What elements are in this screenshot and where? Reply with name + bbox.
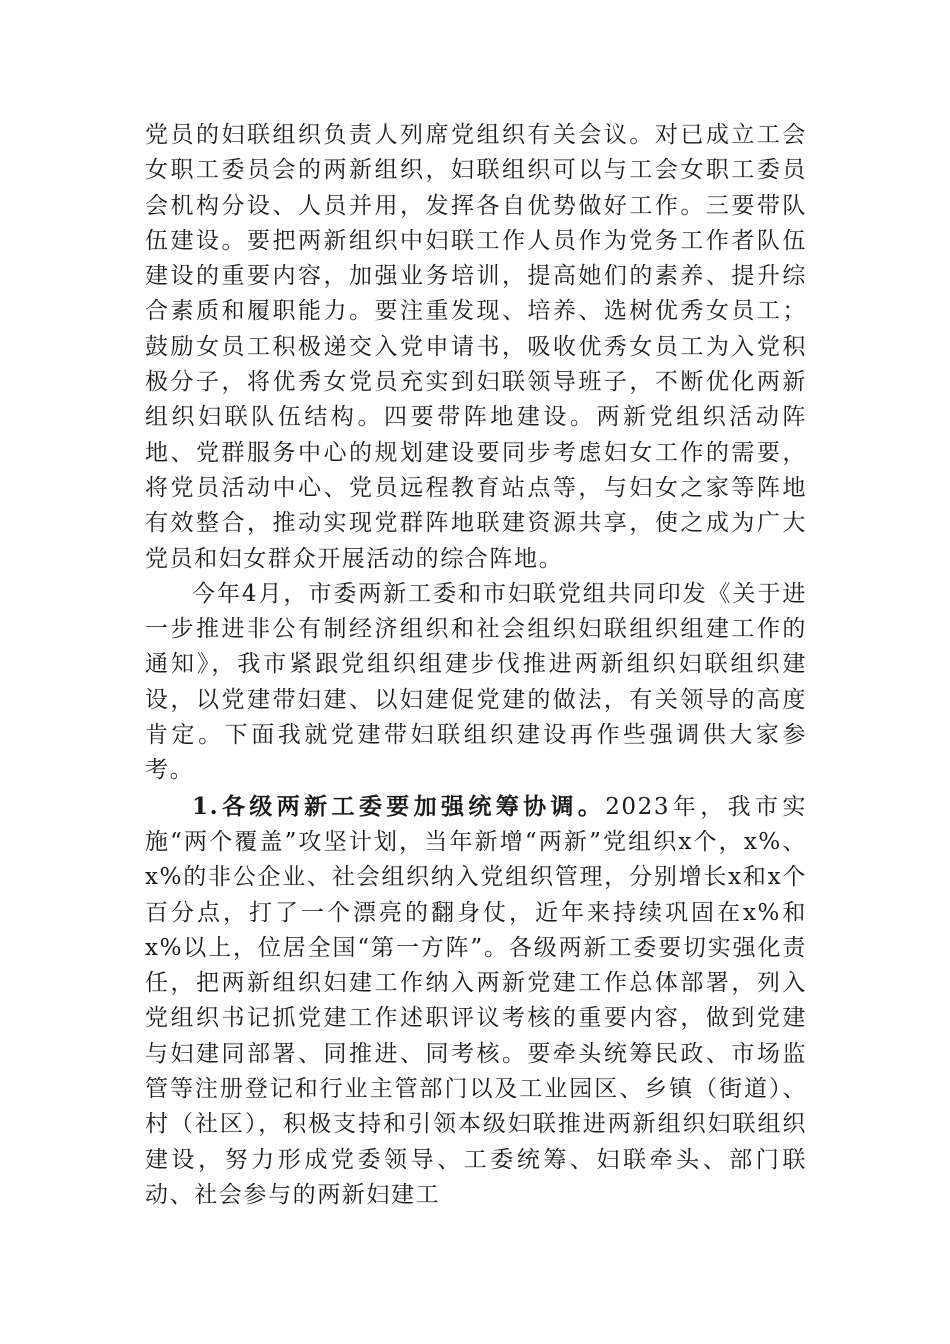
document-body <box>145 118 807 1213</box>
paragraph-text: 今年4月，市委两新工委和市妇联党组共同印发《关于进一步推进非公有制经济组织和社会组织妇联组织组建工作的通知》，我市紧跟党组织组建步伐推进两新组织妇联组织建设，以党建带妇建、以妇建促党建的做法，有关领导的高度肯定。下面我就党建带妇联组织建设再作些强调供大家参考。 <box>145 580 807 784</box>
paragraph-section-1 <box>145 789 807 1214</box>
paragraph-text: 党员的妇联组织负责人列席党组织有关会议。对已成立工会女职工委员会的两新组织，妇联组织可以与工会女职工委员会机构分设、人员并用，发挥各自优势做好工作。三要带队伍建设。要把两新组织中妇联工作人员作为党务工作者队伍建设的重要内容，加强业务培训，提高她们的素养、提升综合素质和履职能力。要注重发现、培养、选树优秀女员工；鼓励女员工积极递交入党申请书，吸收优秀女员工为入党积极分子，将优秀女党员充实到妇联领导班子，不断优化两新组织妇联队伍结构。四要带阵地建设。两新党组织活动阵地、党群服务中心的规划建设要同步考虑妇女工作的需要，将党员活动中心、党员远程教育站点等，与妇女之家等阵地有效整合，推动实现党群阵地联建资源共享，使之成为广大党员和妇女群众开展活动的综合阵地。 <box>145 122 807 572</box>
paragraph-continuation <box>145 118 807 577</box>
paragraph-text: 2023年，我市实施“两个覆盖”攻坚计划，当年新增“两新”党组织x个，x%、x%的非公企业、社会组织纳入党组织管理，分别增长x和x个百分点，打了一个漂亮的翻身仗，近年来持续巩固在x%和x%以上，位居全国“第一方阵”。各级两新工委要切实强化责任，把两新组织妇建工作纳入两新党建工作总体部署，列入党组织书记抓党建工作述职评议考核的重要内容，做到党建与妇建同部署、同推进、同考核。要牵头统筹民政、市场监管等注册登记和行业主管部门以及工业园区、乡镇（街道）、村（社区），积极支持和引领本级妇联推进两新组织妇联组织建设，努力形成党委领导、工委统筹、妇联牵头、部门联动、社会参与的两新妇建工 <box>145 793 807 1208</box>
section-heading: 1.各级两新工委要加强统筹协调。 <box>192 792 606 820</box>
paragraph-notice <box>145 577 807 789</box>
